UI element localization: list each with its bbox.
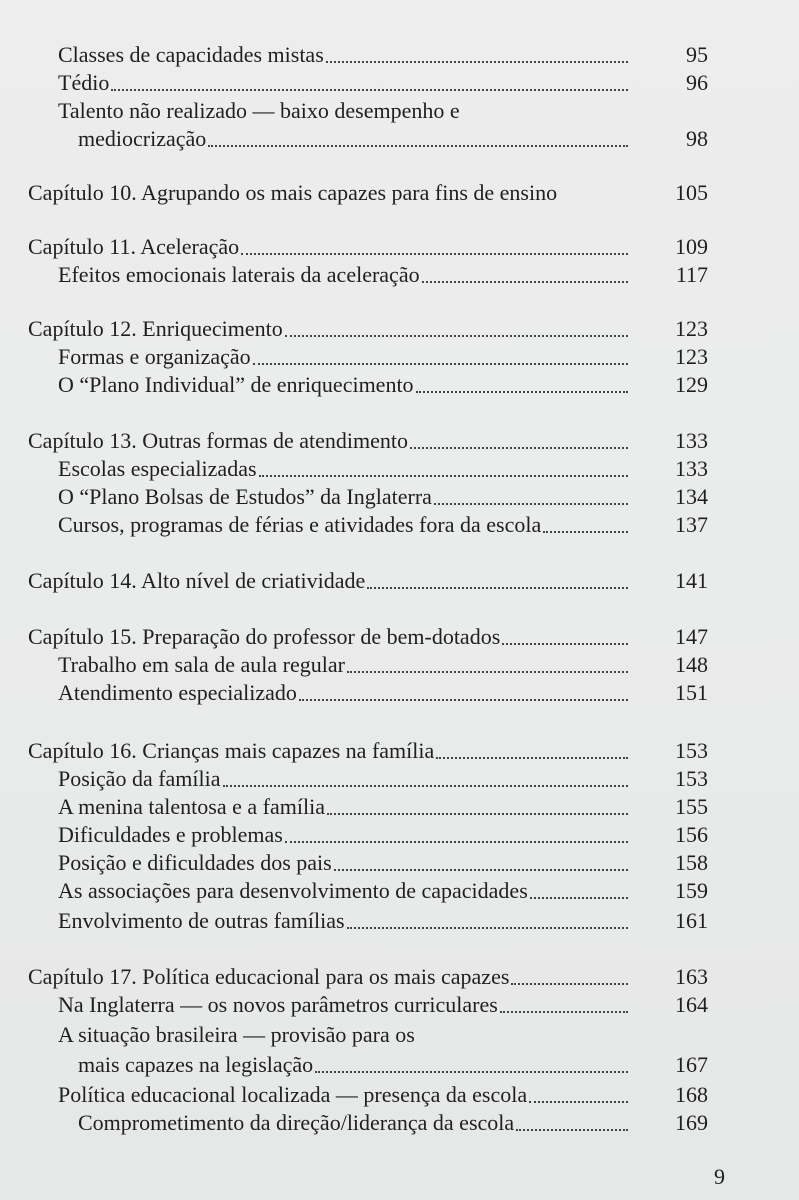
toc-entry-title: mais capazes na legislação: [78, 1052, 314, 1077]
toc-entry-page: 151: [675, 680, 708, 705]
toc-entry-page: 95: [686, 42, 708, 67]
toc-entry-title: Política educacional localizada — presença da escola: [58, 1082, 528, 1107]
dot-leader: [326, 61, 628, 63]
dot-leader: [315, 1071, 628, 1073]
toc-entry-page: 123: [675, 316, 708, 341]
dot-leader: [334, 869, 628, 871]
toc-entry: [78, 1108, 708, 1138]
dot-leader: [410, 447, 628, 449]
toc-entry: [58, 990, 708, 1020]
dot-leader: [511, 983, 628, 985]
dot-leader: [530, 897, 628, 899]
dot-leader: [347, 927, 628, 929]
toc-entry-page: 164: [675, 992, 708, 1017]
toc-entry-page: 148: [675, 652, 708, 677]
toc-entry: [58, 820, 708, 850]
toc-entry-page: 159: [675, 878, 708, 903]
toc-entry: [58, 454, 708, 484]
toc-entry-title-line1: Talento não realizado — baixo desempenho e: [58, 98, 460, 123]
dot-leader: [241, 253, 628, 255]
dot-leader: [436, 757, 628, 759]
dot-leader: [299, 699, 628, 701]
toc-entry-title: Escolas especializadas: [58, 456, 257, 481]
toc-chapter-title: Capítulo 17. Política educacional para os mais capazes: [28, 964, 510, 989]
toc-entry-title: A menina talentosa e a família: [58, 794, 325, 819]
toc-entry-page: 141: [675, 568, 708, 593]
toc-chapter: [28, 962, 708, 992]
dot-leader: [434, 503, 628, 505]
toc-entry: [58, 1080, 708, 1110]
toc-entry-page: 147: [675, 624, 708, 649]
toc-chapter-title: Capítulo 10. Agrupando os mais capazes para fins de ensino: [28, 180, 558, 205]
toc-entry-page: 169: [675, 1110, 708, 1135]
toc-entry-title: Efeitos emocionais laterais da aceleração: [58, 262, 420, 287]
toc-entry: [58, 764, 708, 794]
toc-entry-title: O “Plano Individual” de enriquecimento: [58, 372, 414, 397]
toc-entry-title: Na Inglaterra — os novos parâmetros curriculares: [58, 992, 498, 1017]
toc-entry-title: As associações para desenvolvimento de capacidades: [58, 878, 528, 903]
toc-entry-page: 117: [675, 262, 708, 287]
toc-entry-title: Dificuldades e problemas: [58, 822, 283, 847]
toc-entry-title: Classes de capacidades mistas: [58, 42, 324, 67]
toc-entry-page: 155: [675, 794, 708, 819]
toc-entry: [58, 40, 708, 70]
toc-entry-title: Tédio: [58, 70, 110, 95]
toc-entry-title-line1: A situação brasileira — provisão para os: [58, 1022, 415, 1047]
toc-chapter: [28, 314, 708, 344]
dot-leader: [529, 1101, 628, 1103]
toc-entry-page: 133: [675, 456, 708, 481]
toc-entry: [58, 876, 708, 906]
toc-entry: [58, 650, 708, 680]
toc-entry-title: Formas e organização: [58, 344, 251, 369]
toc-entry-title: Atendimento especializado: [58, 680, 297, 705]
dot-leader: [543, 531, 628, 533]
toc-entry: [58, 370, 708, 400]
toc-entry-title: Comprometimento da direção/liderança da escola: [78, 1110, 515, 1135]
dot-leader: [347, 671, 628, 673]
toc-entry-page: 98: [686, 126, 708, 151]
page-number: 9: [714, 1164, 725, 1189]
dot-leader: [208, 145, 628, 147]
toc-entry-page: 163: [675, 964, 708, 989]
toc-entry: [58, 342, 708, 372]
toc-entry: [58, 482, 708, 512]
toc-entry: [58, 848, 708, 878]
dot-leader: [223, 785, 628, 787]
toc-chapter-title: Capítulo 14. Alto nível de criatividade: [28, 568, 366, 593]
toc-entry-title: mediocrização: [78, 126, 207, 151]
toc-chapter: [28, 426, 708, 456]
dot-leader: [327, 813, 628, 815]
dot-leader: [502, 643, 628, 645]
toc-entry: [58, 678, 708, 708]
dot-leader: [516, 1129, 628, 1131]
toc-entry-page: 167: [675, 1052, 708, 1077]
dot-leader: [259, 475, 628, 477]
toc-entry-page: 137: [675, 512, 708, 537]
toc-entry-page: 161: [675, 908, 708, 933]
toc-entry-page: 158: [675, 850, 708, 875]
toc-chapter: [28, 736, 708, 766]
dot-leader: [416, 391, 628, 393]
dot-leader: [367, 587, 628, 589]
toc-chapter-title: Capítulo 11. Aceleração: [28, 234, 240, 259]
toc-entry: [58, 510, 708, 540]
dot-leader: [253, 363, 628, 365]
toc-entry-title: Posição da família: [58, 766, 221, 791]
toc-chapter: [28, 622, 708, 652]
toc-entry-title: Trabalho em sala de aula regular: [58, 652, 345, 677]
toc-entry: [58, 260, 708, 290]
toc-entry-page: 168: [675, 1082, 708, 1107]
dot-leader: [500, 1011, 628, 1013]
toc-entry-page: 153: [675, 766, 708, 791]
toc-entry-page: 156: [675, 822, 708, 847]
toc-entry-page: 129: [675, 372, 708, 397]
toc-chapter: [28, 232, 708, 262]
toc-chapter-title: Capítulo 12. Enriquecimento: [28, 316, 283, 341]
dot-leader: [285, 841, 628, 843]
toc-entry-page: 134: [675, 484, 708, 509]
dot-leader: [285, 335, 628, 337]
toc-entry-page: 109: [675, 234, 708, 259]
dot-leader: [422, 281, 628, 283]
toc-chapter-title: Capítulo 13. Outras formas de atendimento: [28, 428, 409, 453]
toc-entry: [58, 906, 708, 936]
toc-entry: [78, 124, 708, 154]
toc-entry-title: Envolvimento de outras famílias: [58, 908, 345, 933]
toc-entry-page: 105: [675, 180, 708, 205]
toc-entry-title: O “Plano Bolsas de Estudos” da Inglaterra: [58, 484, 432, 509]
toc-entry-title: Posição e dificuldades dos pais: [58, 850, 332, 875]
toc-entry: [58, 792, 708, 822]
toc-entry-title: Cursos, programas de férias e atividades fora da escola: [58, 512, 542, 537]
toc-entry-page: 153: [675, 738, 708, 763]
toc-entry: [58, 68, 708, 98]
toc-chapter-title: Capítulo 15. Preparação do professor de bem-dotados: [28, 624, 501, 649]
toc-chapter: [28, 178, 708, 208]
toc-entry-page: 133: [675, 428, 708, 453]
toc-entry: [78, 1050, 708, 1080]
toc-entry-page: 123: [675, 344, 708, 369]
dot-leader: [111, 89, 628, 91]
toc-chapter-title: Capítulo 16. Crianças mais capazes na família: [28, 738, 435, 763]
toc-entry-page: 96: [686, 70, 708, 95]
toc-chapter: [28, 566, 708, 596]
